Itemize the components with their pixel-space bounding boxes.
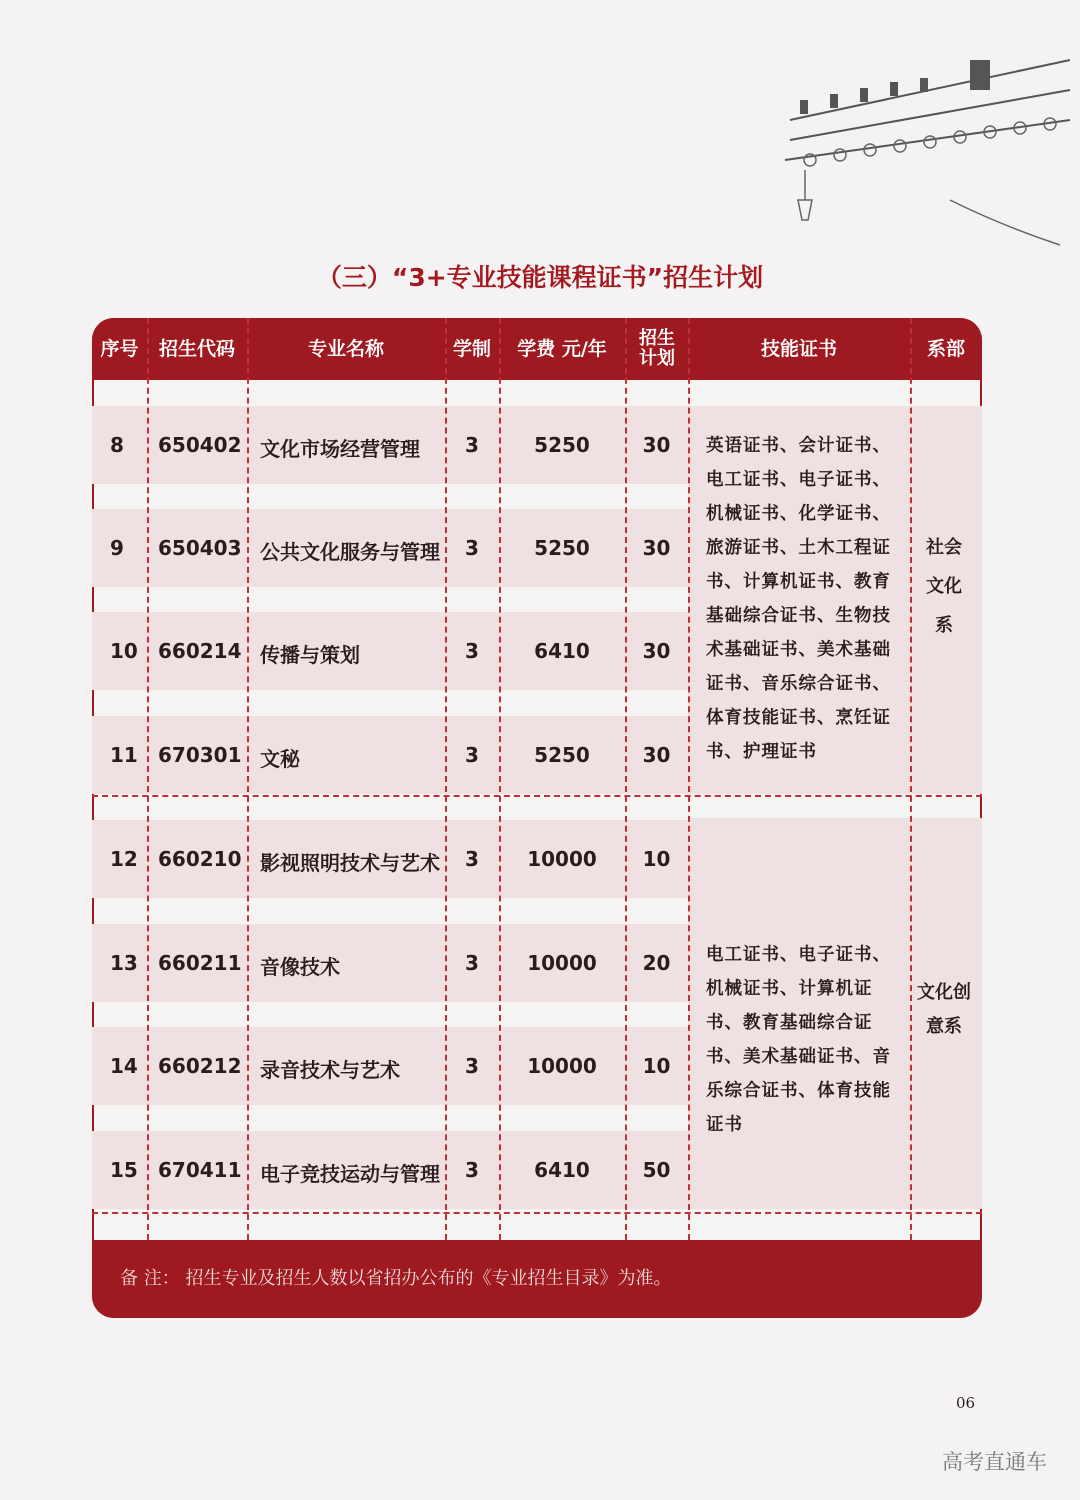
cell-no: 13 <box>110 951 138 975</box>
cell-plan: 50 <box>642 1158 671 1182</box>
department: 社会文化系 <box>926 537 962 636</box>
cell-code: 660214 <box>158 639 242 663</box>
cell-name: 录音技术与艺术 <box>260 1058 400 1082</box>
cell-no: 12 <box>110 847 138 871</box>
header-6: 技能证书 <box>760 338 837 360</box>
cell-no: 15 <box>110 1158 138 1182</box>
cell-plan: 10 <box>642 1054 671 1078</box>
cell-code: 650403 <box>158 536 242 560</box>
cell-name: 公共文化服务与管理 <box>260 540 440 564</box>
watermark: 高考直通车 <box>942 1450 1047 1474</box>
cell-name: 影视照明技术与艺术 <box>260 851 440 875</box>
cell-name: 文化市场经营管理 <box>260 437 420 461</box>
cell-no: 10 <box>110 639 138 663</box>
table-header <box>92 318 982 380</box>
column-divider <box>147 318 149 1240</box>
header-1: 招生代码 <box>158 338 235 360</box>
group-divider <box>92 795 982 797</box>
cell-fee: 10000 <box>527 1054 597 1078</box>
cell-fee: 6410 <box>534 639 590 663</box>
cell-fee: 10000 <box>527 951 597 975</box>
enrollment-table <box>92 318 982 1318</box>
cell-fee: 5250 <box>534 433 590 457</box>
cell-years: 3 <box>465 433 479 457</box>
cell-name: 文秘 <box>260 747 300 771</box>
cell-code: 670411 <box>158 1158 242 1182</box>
cell-fee: 6410 <box>534 1158 590 1182</box>
cell-years: 3 <box>465 951 479 975</box>
cell-code: 660211 <box>158 951 242 975</box>
section-title: （三）“3+专业技能课程证书”招生计划 <box>316 263 764 292</box>
page-number: 06 <box>956 1394 976 1412</box>
department: 文化创意系 <box>917 982 971 1037</box>
cell-years: 3 <box>465 1054 479 1078</box>
cell-years: 3 <box>465 743 479 767</box>
cell-no: 9 <box>110 536 124 560</box>
skill-certificates: 英语证书、会计证书、电工证书、电子证书、机械证书、化学证书、旅游证书、土木工程证书、计算机证书、教育基础综合证书、生物技术基础证书、美术基础证书、音乐综合证书、体育技能证书、烹饪证书、护理证书 <box>706 436 891 762</box>
table-bottom-line <box>92 1212 982 1214</box>
cell-plan: 30 <box>642 433 671 457</box>
cell-fee: 10000 <box>527 847 597 871</box>
cell-code: 660210 <box>158 847 242 871</box>
cell-code: 660212 <box>158 1054 242 1078</box>
cell-no: 11 <box>110 743 138 767</box>
cell-years: 3 <box>465 639 479 663</box>
column-divider <box>247 318 249 1240</box>
cell-code: 670301 <box>158 743 242 767</box>
column-divider <box>910 318 912 1240</box>
table-note: 备 注： 招生专业及招生人数以省招办公布的《专业招生目录》为准。 <box>92 1240 982 1318</box>
column-divider <box>445 318 447 1240</box>
cell-years: 3 <box>465 536 479 560</box>
column-divider <box>499 318 501 1240</box>
column-divider <box>688 318 690 1240</box>
cell-years: 3 <box>465 1158 479 1182</box>
cell-fee: 5250 <box>534 743 590 767</box>
header-3: 学制 <box>452 338 491 360</box>
cell-name: 音像技术 <box>260 955 340 979</box>
column-divider <box>625 318 627 1240</box>
cell-name: 电子竞技运动与管理 <box>260 1162 440 1186</box>
cell-name: 传播与策划 <box>260 643 360 667</box>
skill-certificates: 电工证书、电子证书、机械证书、计算机证书、教育基础综合证书、美术基础证书、音乐综合证书、体育技能证书 <box>706 945 891 1135</box>
cell-no: 14 <box>110 1054 138 1078</box>
header-7: 系部 <box>926 338 965 360</box>
cell-no: 8 <box>110 433 124 457</box>
cell-plan: 20 <box>642 951 671 975</box>
cell-plan: 10 <box>642 847 671 871</box>
cell-fee: 5250 <box>534 536 590 560</box>
roof-eave-illustration <box>770 50 1080 250</box>
cell-plan: 30 <box>642 536 671 560</box>
cell-plan: 30 <box>642 639 671 663</box>
header-5: 招生计划 <box>639 328 675 369</box>
cell-plan: 30 <box>642 743 671 767</box>
header-4: 学费 元/年 <box>517 338 607 360</box>
cell-years: 3 <box>465 847 479 871</box>
header-2: 专业名称 <box>307 338 384 360</box>
cell-code: 650402 <box>158 433 242 457</box>
header-0: 序号 <box>100 338 139 360</box>
